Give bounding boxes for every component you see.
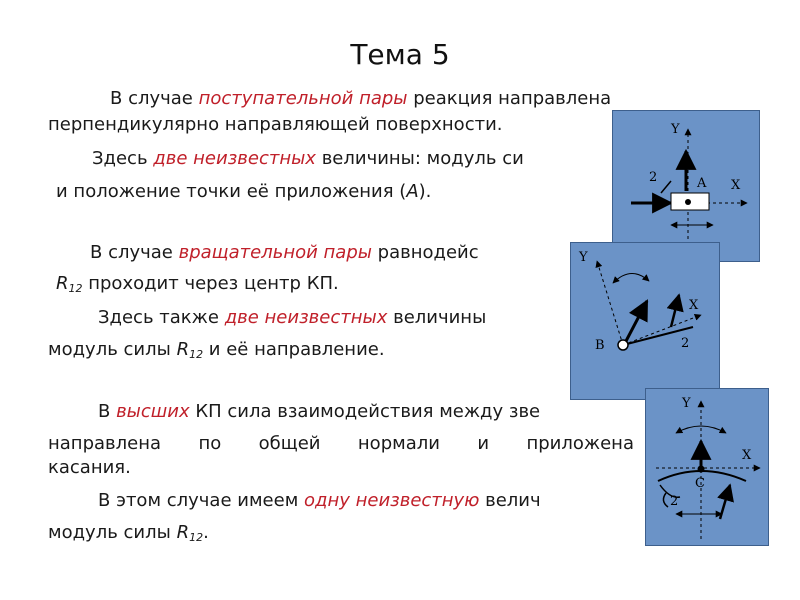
p5-line2: направлена по общей нормали и приложена xyxy=(48,433,634,454)
higher-pair-diagram xyxy=(645,388,769,546)
y-axis-label: Y xyxy=(579,250,588,265)
slide-title: Тема 5 xyxy=(350,38,450,71)
x-axis-label: X xyxy=(689,298,699,313)
point-c-label: C xyxy=(695,476,705,491)
link-number-2: 2 xyxy=(649,170,658,185)
y-axis-label: Y xyxy=(671,122,680,137)
p1-line1: В случае поступательной пары реакция направлена xyxy=(110,88,612,109)
x-axis-label: X xyxy=(742,448,752,463)
link-number-2: 2 xyxy=(670,494,679,509)
p5-line3: касания. xyxy=(48,457,131,478)
point-b-label: B xyxy=(595,338,605,353)
p4-line2: модуль силы $R_{12}$ и её направление. xyxy=(48,339,385,361)
y-axis-label: Y xyxy=(682,396,691,411)
p1-line2: перпендикулярно направляющей поверхности. xyxy=(48,114,503,135)
p2-line1: Здесь две неизвестных величины: модуль си xyxy=(92,148,524,169)
p5-line1: В высших КП сила взаимодействия между зве xyxy=(98,401,541,422)
p3-line1: В случае вращательной пары равнодейс xyxy=(90,242,479,263)
p3-line2: $R_{12}$ проходит через центр КП. xyxy=(56,273,339,295)
revolute-pair-diagram xyxy=(570,242,720,400)
p6-line2: модуль силы $R_{12}$. xyxy=(48,522,209,544)
link-number-2: 2 xyxy=(681,336,690,351)
point-a-label: A xyxy=(697,176,707,191)
prismatic-pair-diagram xyxy=(612,110,760,262)
p6-line1: В этом случае имеем одну неизвестную велич xyxy=(98,490,541,511)
x-axis-label: X xyxy=(731,178,741,193)
p4-line1: Здесь также две неизвестных величины xyxy=(98,307,487,328)
p2-line2: и положение точки её приложения (А). xyxy=(56,181,432,202)
